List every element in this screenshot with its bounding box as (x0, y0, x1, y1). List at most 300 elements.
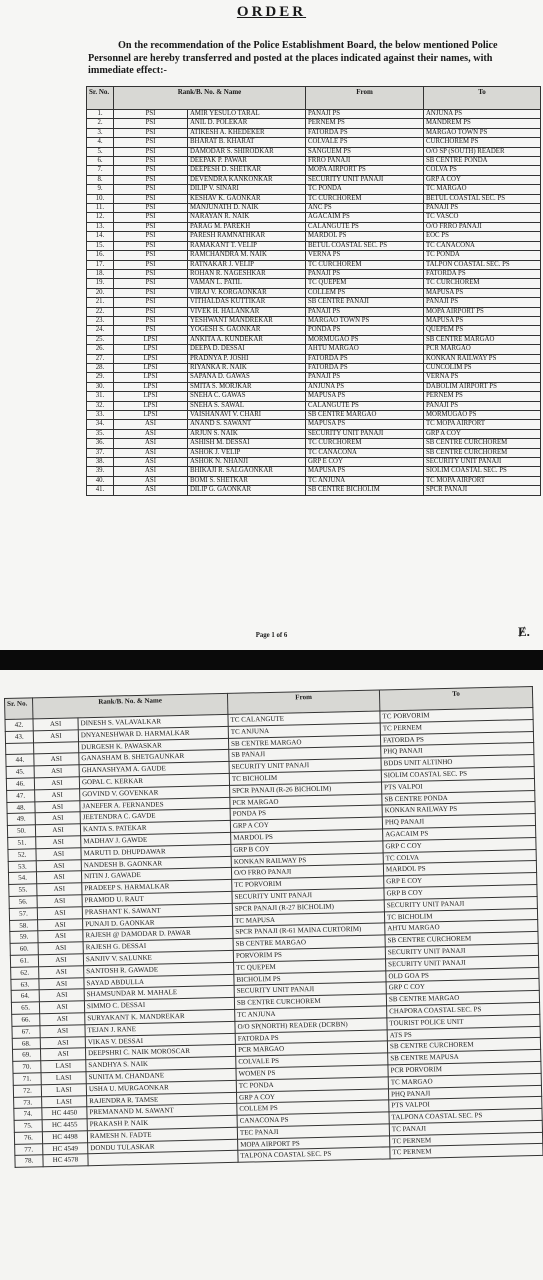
cell-to: PHQ PANAJI (382, 814, 535, 829)
cell-sr-no: 10. (87, 194, 114, 203)
cell-name: ARJUN S. NAIK (188, 429, 306, 438)
cell-sr-no: 19. (87, 279, 114, 288)
cell-rank: ASI (114, 486, 188, 495)
cell-rank: ASI (39, 965, 84, 978)
order-page-2 (0, 670, 543, 1280)
cell-name: SHAMSUNDAR M. MAHALE (84, 986, 234, 1001)
cell-rank: ASI (36, 848, 81, 861)
cell-rank: PSI (114, 204, 188, 213)
cell-from: PCR MARGAO (235, 1041, 387, 1056)
cell-to: FATORDA PS (424, 269, 541, 278)
cell-name: VAISHANAVI V. CHARI (188, 411, 306, 420)
cell-to: COLVA PS (424, 166, 541, 175)
cell-name: KANTA S. PATEKAR (80, 821, 230, 836)
table-row (87, 373, 541, 382)
cell-rank: ASI (36, 871, 81, 884)
header-to: To (379, 687, 532, 711)
cell-from: WOMEN PS (236, 1065, 388, 1080)
table-row (87, 157, 541, 166)
cell-sr-no: 37. (87, 448, 114, 457)
cell-to: TC PERNEM (390, 1132, 543, 1147)
cell-from: MOPA AIRPORT PS (238, 1136, 390, 1151)
table-row (87, 486, 541, 495)
cell-to: OLD GOA PS (386, 967, 539, 982)
table-row (87, 269, 541, 278)
cell-sr-no: 20. (87, 288, 114, 297)
cell-to: PANAJI PS (424, 204, 541, 213)
cell-sr-no: 66. (12, 1014, 40, 1026)
cell-sr-no: 5. (87, 147, 114, 156)
cell-sr-no: 68. (12, 1037, 40, 1049)
cell-rank: PSI (114, 185, 188, 194)
cell-sr-no: 27. (87, 354, 114, 363)
cell-to: SB CENTRE CURCHOREM (424, 448, 541, 457)
cell-rank: HC 4498 (42, 1131, 87, 1144)
cell-from: CALANGUTE PS (306, 222, 424, 231)
cell-sr-no: 30. (87, 382, 114, 391)
cell-rank: ASI (114, 458, 188, 467)
cell-sr-no: 75. (14, 1120, 42, 1132)
table-row (87, 288, 541, 297)
cell-name: BOMI S. SHETKAR (188, 476, 306, 485)
cell-name: SMITA S. MORJKAR (188, 382, 306, 391)
cell-name: DILIP V. SINARI (188, 185, 306, 194)
cell-name: PUNAJI D. GAONKAR (83, 915, 233, 930)
cell-sr-no: 51. (8, 837, 36, 849)
cell-from: SECURITY UNIT PANAJI (229, 758, 381, 773)
cell-to: SB CENTRE MARGAO (424, 335, 541, 344)
cell-from: VERNA PS (306, 251, 424, 260)
cell-from: TC PONDA (236, 1077, 388, 1092)
cell-rank: LPSI (114, 401, 188, 410)
cell-sr-no: 69. (12, 1049, 40, 1061)
intro-paragraph (88, 40, 540, 78)
table-row (87, 213, 541, 222)
cell-from: FATORDA PS (306, 354, 424, 363)
table-row (87, 166, 541, 175)
cell-rank: ASI (34, 753, 79, 766)
cell-sr-no: 52. (8, 849, 36, 861)
cell-from: GRP B COY (231, 841, 383, 856)
cell-name: GANASHAM B. SHETGAUNKAR (79, 750, 229, 765)
cell-rank: ASI (33, 730, 78, 743)
cell-name: VIVEK H. HALANKAR (188, 307, 306, 316)
cell-name: ASHISH M. DESSAI (188, 439, 306, 448)
cell-from: COLLEM PS (306, 288, 424, 297)
cell-to: BETUL COASTAL SEC. PS (424, 194, 541, 203)
cell-rank: ASI (38, 930, 83, 943)
table-row (87, 110, 541, 119)
cell-from: TC CURCHOREM (306, 194, 424, 203)
table-row (87, 279, 541, 288)
cell-from: PONDA PS (230, 805, 382, 820)
cell-from: GRP A COY (230, 817, 382, 832)
cell-from: MAPUSA PS (306, 392, 424, 401)
cell-rank: ASI (39, 1001, 84, 1014)
cell-sr-no: 34. (87, 420, 114, 429)
cell-name: PRAMOD U. RAUT (82, 891, 232, 906)
cell-rank: PSI (114, 175, 188, 184)
cell-to: O/O SP (SOUTH) READER (424, 147, 541, 156)
cell-to: BDDS UNIT ALTINHO (381, 755, 534, 770)
cell-from: MARGAO TOWN PS (306, 316, 424, 325)
cell-rank: ASI (114, 429, 188, 438)
cell-rank: PSI (114, 316, 188, 325)
cell-from: PCR MARGAO (230, 794, 382, 809)
cell-to: PERNEM PS (424, 392, 541, 401)
cell-to: SECURITY UNIT PANAJI (385, 943, 538, 958)
cell-sr-no: 58. (10, 919, 38, 931)
cell-from: TC MAPUSA (232, 911, 384, 926)
cell-to: PANAJI PS (424, 401, 541, 410)
header-rank-name: Rank/B. No. & Name (114, 87, 306, 110)
cell-rank (34, 741, 79, 754)
cell-rank: ASI (35, 824, 80, 837)
cell-name: NARAYAN R. NAIK (188, 213, 306, 222)
table-row (87, 411, 541, 420)
cell-sr-no: 18. (87, 269, 114, 278)
cell-sr-no: 9. (87, 185, 114, 194)
cell-to: PANAJI PS (424, 298, 541, 307)
cell-to: TC CANACONA (424, 241, 541, 250)
cell-from: PANAJI PS (306, 373, 424, 382)
cell-from: SB CENTRE PANAJI (306, 298, 424, 307)
cell-from: SB CENTRE MARGAO (228, 735, 380, 750)
cell-sr-no: 71. (13, 1073, 41, 1085)
cell-to: TOURIST POLICE UNIT (387, 1014, 540, 1029)
cell-sr-no: 42. (5, 719, 33, 731)
cell-sr-no: 61. (10, 955, 38, 967)
cell-rank: ASI (35, 812, 80, 825)
order-title: ORDER (236, 4, 307, 20)
table-row (87, 392, 541, 401)
cell-rank: HC 4549 (43, 1142, 88, 1155)
cell-sr-no: 46. (6, 778, 34, 790)
table-row (87, 251, 541, 260)
cell-from: TC QUEPEM (306, 279, 424, 288)
cell-rank: LASI (41, 1060, 86, 1073)
cell-name: DAMODAR S. SHIRODKAR (188, 147, 306, 156)
cell-name: RAMCHANDRA M. NAIK (188, 251, 306, 260)
cell-to: GRP B COY (384, 884, 537, 899)
cell-name: AMIR YESULO TARAL (188, 110, 306, 119)
cell-sr-no: 78. (15, 1155, 43, 1167)
cell-sr-no: 63. (11, 978, 39, 990)
cell-sr-no: 25. (87, 335, 114, 344)
cell-to: ANJUNA PS (424, 110, 541, 119)
table-row (87, 241, 541, 250)
cell-rank: PSI (114, 298, 188, 307)
cell-from: SB CENTRE BICHOLIM (306, 486, 424, 495)
cell-to: TC PERNEM (380, 719, 533, 734)
cell-from: PANAJI PS (306, 110, 424, 119)
cell-rank: PSI (114, 166, 188, 175)
table-row (87, 316, 541, 325)
cell-sr-no: 55. (9, 884, 37, 896)
cell-to: TALPON COASTAL SEC. PS (424, 260, 541, 269)
table-row (87, 175, 541, 184)
cell-to: SB CENTRE PONDA (424, 157, 541, 166)
cell-from: PONDA PS (306, 326, 424, 335)
cell-from: SECURITY UNIT PANAJI (234, 982, 386, 997)
table-row (87, 307, 541, 316)
cell-from: SECURITY UNIT PANAJI (232, 888, 384, 903)
cell-name: VIKAS V. DESSAI (85, 1033, 235, 1048)
cell-sr-no: 49. (7, 813, 35, 825)
cell-name: SIMMO C. DESSAI (84, 997, 234, 1012)
cell-rank: PSI (114, 241, 188, 250)
cell-rank: PSI (114, 222, 188, 231)
cell-from: COLVALE PS (306, 138, 424, 147)
cell-from: SPCR PANAJI (R-61 MAINA CURTORIM) (233, 923, 385, 938)
cell-sr-no: 77. (15, 1143, 43, 1155)
cell-name: DILIP G. GAONKAR (188, 486, 306, 495)
cell-to: PHQ PANAJI (381, 743, 534, 758)
cell-to: CHAPORA COASTAL SEC. PS (387, 1002, 540, 1017)
table-row (87, 439, 541, 448)
table-header (87, 87, 541, 110)
page-divider (0, 650, 543, 670)
cell-rank: PSI (114, 260, 188, 269)
cell-rank: LASI (42, 1095, 87, 1108)
header-rank-name: Rank/B. No. & Name (33, 693, 228, 718)
cell-sr-no: 23. (87, 316, 114, 325)
cell-name: NANDESH B. GAONKAR (81, 856, 231, 871)
cell-sr-no: 70. (13, 1061, 41, 1073)
table-row (87, 363, 541, 372)
cell-name: NITIN J. GAWADE (81, 868, 231, 883)
cell-rank: LPSI (114, 411, 188, 420)
cell-to: TC PANAJI (389, 1120, 542, 1135)
cell-rank: PSI (114, 326, 188, 335)
cell-sr-no: 48. (7, 801, 35, 813)
cell-name: TEJAN J. RANE (85, 1021, 235, 1036)
cell-to: MOPA AIRPORT PS (424, 307, 541, 316)
cell-to: GRP C COY (386, 979, 539, 994)
cell-sr-no: 60. (10, 943, 38, 955)
cell-sr-no: 15. (87, 241, 114, 250)
cell-sr-no: 40. (87, 476, 114, 485)
cell-sr-no: 64. (11, 990, 39, 1002)
cell-rank: PSI (114, 194, 188, 203)
cell-sr-no: 32. (87, 401, 114, 410)
cell-name: YOGESH S. GAONKAR (188, 326, 306, 335)
cell-sr-no: 50. (7, 825, 35, 837)
cell-name: PRASHANT K. SAWANT (82, 903, 232, 918)
cell-to: PTS VALPOI (389, 1097, 542, 1112)
cell-rank: HC 4450 (42, 1107, 87, 1120)
cell-to: DABOLIM AIRPORT PS (424, 382, 541, 391)
cell-to: TC PERNEM (390, 1144, 543, 1159)
cell-from: ANC PS (306, 204, 424, 213)
cell-to: CUNCOLIM PS (424, 363, 541, 372)
cell-sr-no: 28. (87, 363, 114, 372)
cell-from: SPCR PANAJI (R-27 BICHOLIM) (232, 900, 384, 915)
table-row (87, 194, 541, 203)
cell-to: SB CENTRE CURCHOREM (424, 439, 541, 448)
cell-name: GHANASHYAM A. GAUDE (79, 762, 229, 777)
cell-to: MANDREM PS (424, 119, 541, 128)
cell-to: O/O FRRO PANAJI (424, 222, 541, 231)
cell-rank: ASI (38, 942, 83, 955)
cell-rank: ASI (114, 448, 188, 457)
cell-sr-no: 38. (87, 458, 114, 467)
cell-name: YESHWANT MANDREKAR (188, 316, 306, 325)
cell-from: SECURITY UNIT PANAJI (306, 175, 424, 184)
cell-rank: ASI (35, 800, 80, 813)
cell-from: COLLEM PS (237, 1100, 389, 1115)
cell-sr-no: 13. (87, 222, 114, 231)
table-row (87, 119, 541, 128)
table-row (87, 138, 541, 147)
cell-sr-no: 29. (87, 373, 114, 382)
table-row (87, 326, 541, 335)
cell-name: RIYANKA R. NAIK (188, 363, 306, 372)
cell-rank: ASI (37, 895, 82, 908)
table-row (87, 448, 541, 457)
cell-from: TC ANJUNA (306, 476, 424, 485)
cell-name: DINESH S. VALAVALKAR (78, 714, 228, 729)
cell-name: RAMAKANT T. VELIP (188, 241, 306, 250)
cell-to: TC PONDA (424, 251, 541, 260)
cell-sr-no: 47. (7, 790, 35, 802)
cell-to: KONKAN RAILWAY PS (424, 354, 541, 363)
cell-rank: ASI (35, 789, 80, 802)
cell-name: USHA U. MURGAONKAR (86, 1080, 236, 1095)
cell-rank: PSI (114, 138, 188, 147)
header-from: From (227, 690, 379, 714)
cell-sr-no: 65. (11, 1002, 39, 1014)
cell-to: ATS PS (387, 1026, 540, 1041)
cell-name: ANAND S. SAWANT (188, 420, 306, 429)
cell-name: ASHOK J. VELIP (188, 448, 306, 457)
cell-rank: ASI (40, 1036, 85, 1049)
cell-name: SAYAD ABDULLA (84, 974, 234, 989)
intro-text: On the recommendation of the Police Establishment Board, the below mentioned Police Personnel are hereby transferred and posted at the places indicated against their names, with immediate effect:- (88, 40, 498, 76)
cell-rank: PSI (114, 147, 188, 156)
cell-to: QUEPEM PS (424, 326, 541, 335)
cell-sr-no: 3. (87, 128, 114, 137)
cell-to: PHQ PANAJI (388, 1085, 541, 1100)
cell-from: TC PONDA (306, 185, 424, 194)
cell-from: SB CENTRE CURCHOREM (234, 994, 386, 1009)
cell-from: MARDOL PS (231, 829, 383, 844)
table-row (87, 298, 541, 307)
cell-name: PARAG M. PAREKH (188, 222, 306, 231)
cell-from: KONKAN RAILWAY PS (231, 853, 383, 868)
cell-sr-no: 53. (8, 860, 36, 872)
table-row (87, 260, 541, 269)
cell-rank: LASI (41, 1083, 86, 1096)
cell-rank: ASI (39, 989, 84, 1002)
cell-rank: LPSI (114, 392, 188, 401)
table-row (87, 467, 541, 476)
cell-name: SANDHYA S. NAIK (86, 1056, 236, 1071)
header-to: To (424, 87, 541, 110)
cell-sr-no: 76. (14, 1132, 42, 1144)
cell-sr-no: 57. (9, 908, 37, 920)
cell-to: TC MOPA AIRPORT (424, 476, 541, 485)
cell-sr-no: 6. (87, 157, 114, 166)
cell-to: FATORDA PS (380, 731, 533, 746)
cell-sr-no: 11. (87, 204, 114, 213)
cell-from: TALPONA COASTAL SEC. PS (238, 1147, 390, 1162)
cell-rank: PSI (114, 110, 188, 119)
cell-sr-no: 73. (14, 1096, 42, 1108)
cell-to: AGACAIM PS (383, 825, 536, 840)
cell-rank: PSI (114, 128, 188, 137)
transfer-table-page-1 (86, 86, 541, 496)
cell-name: RAJESH @ DAMODAR D. PAWAR (83, 927, 233, 942)
table-row (87, 222, 541, 231)
cell-name: JANEFER A. FERNANDES (80, 797, 230, 812)
cell-name: SUNITA M. CHANDANE (86, 1068, 236, 1083)
cell-rank: LPSI (114, 345, 188, 354)
cell-to: MARDOL PS (383, 861, 536, 876)
cell-rank: PSI (114, 269, 188, 278)
cell-name: MARUTI D. DHUPDAWAR (81, 844, 231, 859)
cell-sr-no: 44. (6, 754, 34, 766)
cell-to: MARGAO TOWN PS (424, 128, 541, 137)
cell-from: FATORDA PS (306, 128, 424, 137)
header-sr-no: Sr. No. (5, 698, 33, 720)
cell-to: MORMUGAO PS (424, 411, 541, 420)
cell-from: TC QUEPEM (234, 959, 386, 974)
cell-name: MADHAV J. GAWDE (81, 832, 231, 847)
cell-from: TC CANACONA (306, 448, 424, 457)
cell-rank: ASI (38, 918, 83, 931)
cell-name: DEEPA D. DESSAI (188, 345, 306, 354)
table-row (87, 476, 541, 485)
cell-name: PARESH RAMNATHKAR (188, 232, 306, 241)
cell-from: TC ANJUNA (235, 1006, 387, 1021)
cell-name: DURGESH K. PAWASKAR (79, 738, 229, 753)
cell-rank: ASI (40, 1048, 85, 1061)
table-row (87, 354, 541, 363)
cell-sr-no: 56. (9, 896, 37, 908)
page-number: Page 1 of 6 (255, 632, 288, 639)
cell-from: MAPUSA PS (306, 420, 424, 429)
cell-sr-no: 22. (87, 307, 114, 316)
cell-rank: LPSI (114, 363, 188, 372)
cell-rank: ASI (114, 467, 188, 476)
cell-sr-no: 74. (14, 1108, 42, 1120)
cell-rank: LPSI (114, 335, 188, 344)
table-row (87, 147, 541, 156)
cell-name: BHIKAJI R. SALGAONKAR (188, 467, 306, 476)
cell-name: SANTOSH R. GAWADE (84, 962, 234, 977)
cell-name: PREMANAND M. SAWANT (87, 1104, 237, 1119)
cell-to: SB CENTRE PONDA (382, 790, 535, 805)
cell-rank: HC 4455 (42, 1119, 87, 1132)
cell-to: SECURITY UNIT PANAJI (384, 896, 537, 911)
initials-mark: Ɇ. (518, 624, 530, 639)
cell-sr-no: 1. (87, 110, 114, 119)
cell-name: ASHOK N. NHANJI (188, 458, 306, 467)
cell-sr-no: 24. (87, 326, 114, 335)
cell-to: GRP A COY (424, 175, 541, 184)
cell-name: VITHALDAS KUTTIKAR (188, 298, 306, 307)
cell-sr-no: 14. (87, 232, 114, 241)
cell-from: TC CURCHOREM (306, 439, 424, 448)
cell-sr-no: 35. (87, 429, 114, 438)
cell-sr-no: 41. (87, 486, 114, 495)
table-row (87, 401, 541, 410)
cell-from: BICHOLIM PS (234, 970, 386, 985)
cell-from: SB CENTRE MARGAO (306, 411, 424, 420)
cell-rank: ASI (37, 883, 82, 896)
cell-rank: ASI (39, 977, 84, 990)
